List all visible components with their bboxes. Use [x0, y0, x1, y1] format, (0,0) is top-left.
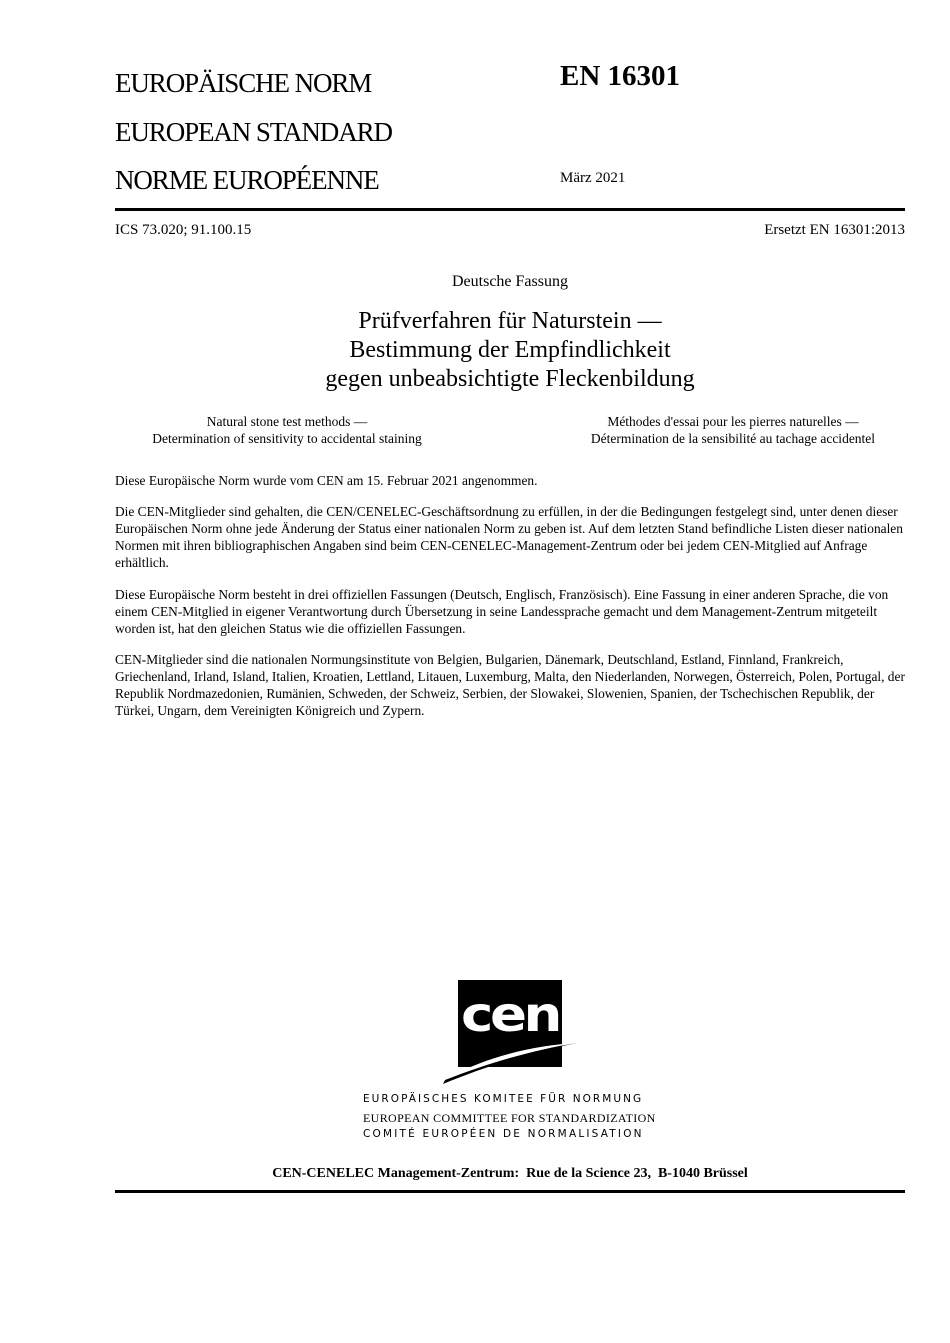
- publication-date: März 2021: [560, 170, 626, 186]
- document-title-line: Bestimmung der Empfindlichkeit: [349, 337, 671, 363]
- document-title-line: gegen unbeabsichtigte Fleckenbildung: [325, 366, 695, 392]
- committee-name-french: COMITÉ EUROPÉEN DE NORMALISATION: [363, 1128, 644, 1140]
- adoption-paragraph: Diese Europäische Norm wurde vom CEN am 15. Februar 2021 angenommen.: [115, 473, 538, 488]
- replaces-standard: Ersetzt EN 16301:2013: [764, 222, 905, 238]
- document-title-line: Prüfverfahren für Naturstein —: [358, 308, 662, 334]
- regulations-paragraph: Die CEN-Mitglieder sind gehalten, die CEN/CENELEC-Geschäftsordnung zu erfüllen, in der die Bedingungen festgelegt sind, unter denen dieser Europäischen Norm ohne jede Änderung der Status einer nationalen Norm zu geben ist. Auf dem letzten Stand befindliche Listen dieser nationalen Normen mit ihren bibliographischen Angaben sind beim CEN-CENELEC-Management-Zentrum oder bei jedem CEN-Mitglied auf Anfrage erhältlich.: [115, 504, 903, 570]
- version-label: Deutsche Fassung: [452, 273, 568, 290]
- title-french-line: Méthodes d'essai pour les pierres naturelles —: [607, 414, 859, 429]
- title-english-translation: [97, 414, 477, 447]
- management-centre-address: CEN-CENELEC Management-Zentrum: Rue de la Science 23, B-1040 Brüssel: [272, 1166, 748, 1181]
- committee-name-german: EUROPÄISCHES KOMITEE FÜR NORMUNG: [363, 1093, 644, 1105]
- members-paragraph: CEN-Mitglieder sind die nationalen Normungsinstitute von Belgien, Bulgarien, Dänemark, Deutschland, Estland, Finnland, Frankreich, Griechenland, Irland, Island, Italien, Kroatien, Lettland, Litauen, Luxemburg, Malta, den Niederlanden, Norwegen, Österreich, Polen, Portugal, der Republik Nordmazedonien, Rumänien, Schweden, der Schweiz, Serbien, der Slowakei, Slowenien, Spanien, der Tschechischen Republik, der Türkei, Ungarn, dem Vereinigten Königreich und Zypern.: [115, 652, 905, 718]
- title-french-translation: [543, 414, 923, 447]
- cen-logo: [443, 979, 578, 1085]
- svg-text:cen: cen: [461, 987, 559, 1043]
- ics-codes: ICS 73.020; 91.100.15: [115, 222, 252, 238]
- header-divider: [115, 208, 905, 211]
- title-german: EUROPÄISCHE NORM: [115, 68, 372, 98]
- title-english: EUROPEAN STANDARD: [115, 117, 392, 147]
- versions-paragraph: Diese Europäische Norm besteht in drei offiziellen Fassungen (Deutsch, Englisch, Französisch). Eine Fassung in einer anderen Sprache, die von einem CEN-Mitglied in eigener Verantwortung durch Übersetzung in seine Landessprache gemacht und dem Management-Zentrum mitgeteilt worden ist, hat den gleichen Status wie die offiziellen Fassungen.: [115, 587, 889, 636]
- title-english-line: Determination of sensitivity to accidental staining: [152, 430, 422, 446]
- title-english-line: Natural stone test methods —: [206, 414, 368, 429]
- title-french-line: Détermination de la sensibilité au tachage accidentel: [590, 430, 876, 446]
- standard-number: EN 16301: [560, 60, 681, 92]
- document-title: [160, 307, 860, 394]
- committee-name-english: EUROPEAN COMMITTEE FOR STANDARDIZATION: [363, 1111, 656, 1125]
- title-french: NORME EUROPÉENNE: [115, 165, 379, 195]
- footer-divider: [115, 1190, 905, 1193]
